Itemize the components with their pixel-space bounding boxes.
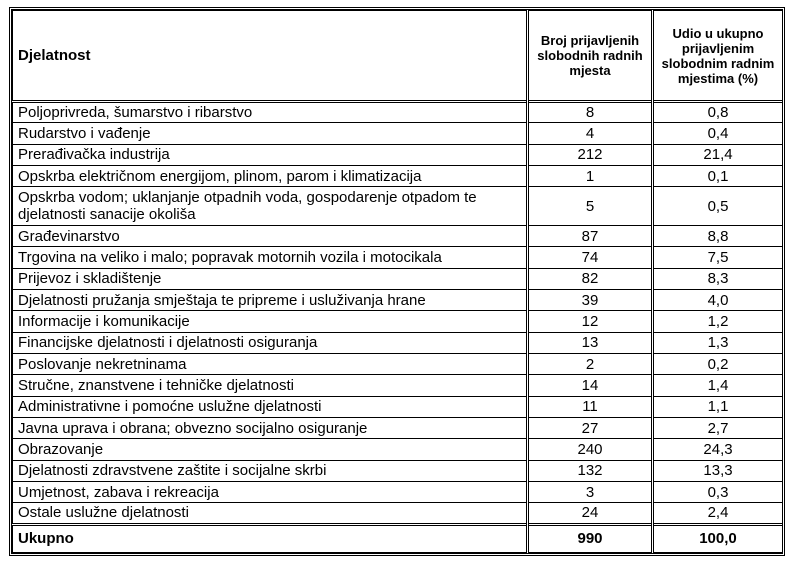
row-count-cell: 4 <box>528 123 653 144</box>
row-share-cell: 8,8 <box>653 225 783 246</box>
table-row <box>13 268 783 289</box>
row-count-cell: 2 <box>528 353 653 374</box>
table-row <box>13 481 783 502</box>
table-row <box>13 503 783 524</box>
table-row <box>13 460 783 481</box>
row-activity-cell: Djelatnosti zdravstvene zaštite i socijalne skrbi <box>13 460 528 481</box>
row-share-cell: 0,5 <box>653 187 783 226</box>
row-share-cell: 7,5 <box>653 247 783 268</box>
table-row <box>13 144 783 165</box>
row-count-cell: 240 <box>528 439 653 460</box>
row-count-cell: 13 <box>528 332 653 353</box>
row-count-cell: 1 <box>528 165 653 186</box>
row-activity-cell: Rudarstvo i vađenje <box>13 123 528 144</box>
row-count-cell: 74 <box>528 247 653 268</box>
row-count-cell: 87 <box>528 225 653 246</box>
row-activity-cell: Poslovanje nekretninama <box>13 353 528 374</box>
row-share-cell: 0,3 <box>653 481 783 502</box>
row-activity-cell: Financijske djelatnosti i djelatnosti osiguranja <box>13 332 528 353</box>
row-activity-cell: Opskrba električnom energijom, plinom, parom i klimatizacija <box>13 165 528 186</box>
row-activity-cell: Trgovina na veliko i malo; popravak motornih vozila i motocikala <box>13 247 528 268</box>
table-row <box>13 311 783 332</box>
table-row <box>13 375 783 396</box>
row-share-cell: 1,2 <box>653 311 783 332</box>
row-count-cell: 14 <box>528 375 653 396</box>
table-row <box>13 332 783 353</box>
table-row <box>13 289 783 310</box>
row-activity-cell: Javna uprava i obrana; obvezno socijalno osiguranje <box>13 417 528 438</box>
row-activity-cell: Opskrba vodom; uklanjanje otpadnih voda, gospodarenje otpadom te djelatnosti sanacije okoliša <box>13 187 528 226</box>
row-share-cell: 1,1 <box>653 396 783 417</box>
table-row <box>13 247 783 268</box>
table-total-row <box>13 524 783 553</box>
row-count-cell: 5 <box>528 187 653 226</box>
row-activity-cell: Poljoprivreda, šumarstvo i ribarstvo <box>13 102 528 123</box>
row-activity-cell: Stručne, znanstvene i tehničke djelatnosti <box>13 375 528 396</box>
row-count-cell: 39 <box>528 289 653 310</box>
table-row <box>13 165 783 186</box>
total-label: Ukupno <box>13 524 528 553</box>
table-row <box>13 353 783 374</box>
row-share-cell: 24,3 <box>653 439 783 460</box>
table-row <box>13 225 783 246</box>
table-row <box>13 439 783 460</box>
row-share-cell: 0,4 <box>653 123 783 144</box>
row-activity-cell: Informacije i komunikacije <box>13 311 528 332</box>
row-share-cell: 21,4 <box>653 144 783 165</box>
row-share-cell: 2,4 <box>653 503 783 524</box>
row-share-cell: 13,3 <box>653 460 783 481</box>
row-share-cell: 0,8 <box>653 102 783 123</box>
row-count-cell: 8 <box>528 102 653 123</box>
row-share-cell: 0,1 <box>653 165 783 186</box>
row-share-cell: 2,7 <box>653 417 783 438</box>
total-share: 100,0 <box>653 524 783 553</box>
table-body <box>13 102 783 553</box>
row-count-cell: 212 <box>528 144 653 165</box>
row-activity-cell: Obrazovanje <box>13 439 528 460</box>
table-row <box>13 396 783 417</box>
table-header-row <box>13 11 783 102</box>
row-count-cell: 82 <box>528 268 653 289</box>
vacancies-table <box>12 10 783 553</box>
table-row <box>13 123 783 144</box>
row-activity-cell: Djelatnosti pružanja smještaja te pripreme i usluživanja hrane <box>13 289 528 310</box>
row-activity-cell: Građevinarstvo <box>13 225 528 246</box>
row-count-cell: 24 <box>528 503 653 524</box>
row-share-cell: 0,2 <box>653 353 783 374</box>
column-header-activity: Djelatnost <box>13 11 528 102</box>
table-row <box>13 187 783 226</box>
column-header-share: Udio u ukupno prijavljenim slobodnim radnim mjestima (%) <box>653 11 783 102</box>
row-share-cell: 4,0 <box>653 289 783 310</box>
row-share-cell: 1,4 <box>653 375 783 396</box>
total-count: 990 <box>528 524 653 553</box>
table-row <box>13 417 783 438</box>
row-count-cell: 3 <box>528 481 653 502</box>
row-count-cell: 12 <box>528 311 653 332</box>
column-header-count: Broj prijavljenih slobodnih radnih mjesta <box>528 11 653 102</box>
row-activity-cell: Administrativne i pomoćne uslužne djelatnosti <box>13 396 528 417</box>
row-share-cell: 1,3 <box>653 332 783 353</box>
row-activity-cell: Prijevoz i skladištenje <box>13 268 528 289</box>
row-count-cell: 27 <box>528 417 653 438</box>
row-count-cell: 132 <box>528 460 653 481</box>
row-activity-cell: Ostale uslužne djelatnosti <box>13 503 528 524</box>
row-activity-cell: Prerađivačka industrija <box>13 144 528 165</box>
row-share-cell: 8,3 <box>653 268 783 289</box>
row-count-cell: 11 <box>528 396 653 417</box>
vacancies-table-frame <box>9 7 785 556</box>
table-row <box>13 102 783 123</box>
row-activity-cell: Umjetnost, zabava i rekreacija <box>13 481 528 502</box>
